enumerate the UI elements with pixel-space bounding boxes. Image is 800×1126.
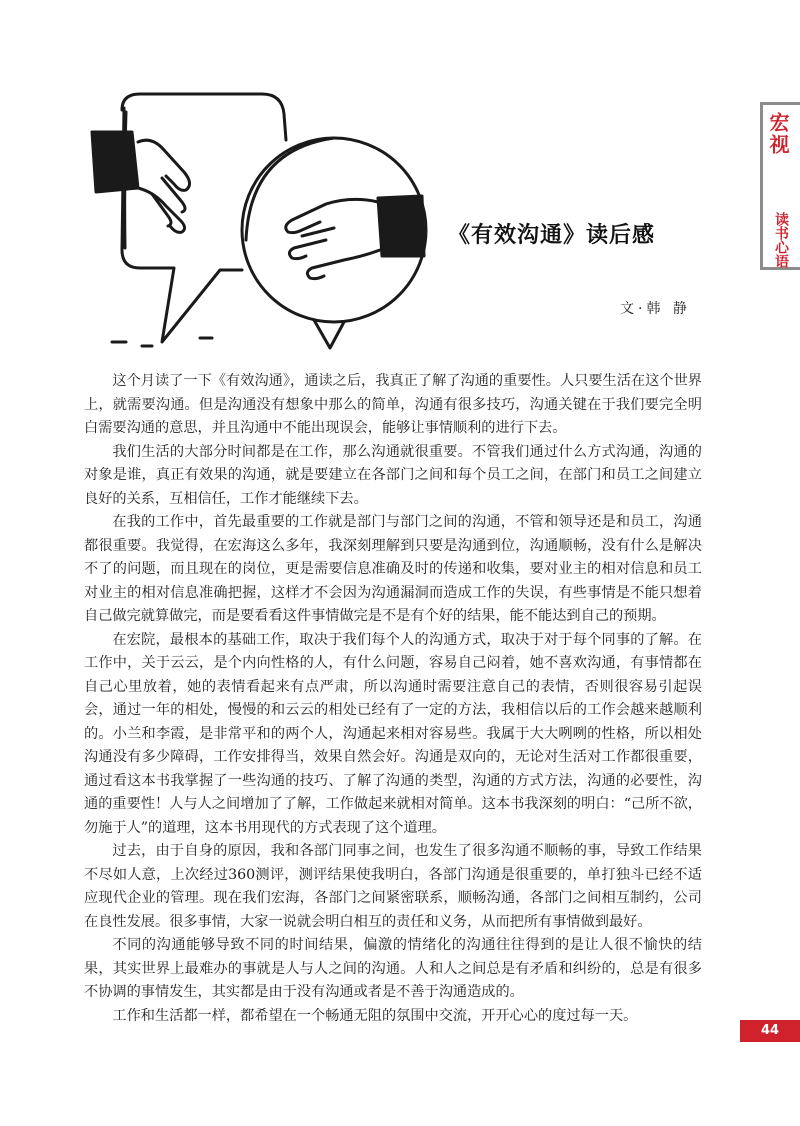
section-sublabel: 读书心语	[773, 212, 789, 268]
speech-bubbles-illustration	[82, 80, 432, 360]
paragraph: 我们生活的大部分时间都是在工作，那么沟通就很重要。不管我们通过什么方式沟通，沟通的对象是谁，真正有效果的沟通，就是要建立在各部门之间和每个员工之间，在部门和员工之间建立良好的关系，互相信任，工作才能继续下去。	[84, 443, 702, 507]
paragraph: 这个月读了一下《有效沟通》，通读之后，我真正了解了沟通的重要性。人只要生活在这个世界上，就需要沟通。但是沟通没有想象中那么的简单，沟通有很多技巧，沟通关键在于我们要完全明白需要沟通的意思，并且沟通中不能出现误会，能够让事情顺利的进行下去。	[84, 373, 702, 436]
article-title: 《有效沟通》读后感	[448, 222, 656, 248]
article-body	[84, 370, 702, 1028]
paragraph: 过去，由于自身的原因，我和各部门同事之间，也发生了很多沟通不顺畅的事，导致工作结果不尽如人意，上次经过360测评，测评结果使我明白，各部门沟通是很重要的，单打独斗已经不适应现代企业的管理。现在我们宏海，各部门之间紧密联系，顺畅沟通，各部门之间相互制约，公司在良性发展。很多事情，大家一说就会明白相互的责任和义务，从而把所有事情做到最好。	[84, 843, 702, 930]
paragraph: 不同的沟通能够导致不同的时间结果，偏激的情绪化的沟通往往得到的是让人很不愉快的结果，其实世界上最难办的事就是人与人之间的沟通。人和人之间总是有矛盾和纠纷的，总是有很多不协调的事情发生，其实都是由于没有沟通或者是不善于沟通造成的。	[84, 937, 702, 1000]
page-number: 44	[740, 1020, 800, 1042]
section-label: 宏视	[766, 112, 790, 156]
paragraph: 在宏院，最根本的基础工作，取决于我们每个人的沟通方式，取决于对于每个同事的了解。在工作中，关于云云，是个内向性格的人，有什么问题，容易自己闷着，她不喜欢沟通，有事情都在自己心里放着，她的表情看起来有点严肃，所以沟通时需要注意自己的表情，否则很容易引起误会，通过一年的相处，慢慢的和云云的相处已经有了一定的方法，我相信以后的工作会越来越顺利的。小兰和李霞，是非常平和的两个人，沟通起来相对容易些。我属于大大咧咧的性格，所以相处沟通没有多少障碍，工作安排得当，效果自然会好。沟通是双向的，无论对生活对工作都很重要，通过看这本书我掌握了一些沟通的技巧、了解了沟通的类型，沟通的方式方法，沟通的必要性，沟通的重要性！人与人之间增加了了解，工作做起来就相对简单。这本书我深刻的明白：“己所不欲，勿施于人”的道理，这本书用现代的方式表现了这个道理。	[84, 631, 702, 836]
paragraph: 工作和生活都一样，都希望在一个畅通无阻的氛围中交流，开开心心的度过每一天。	[112, 1007, 638, 1024]
article-author: 文·韩 静	[620, 301, 691, 317]
paragraph: 在我的工作中，首先最重要的工作就是部门与部门之间的沟通，不管和领导还是和员工，沟通都很重要。我觉得，在宏海这么多年，我深刻理解到只要是沟通到位，沟通顺畅，没有什么是解决不了的问题，而且现在的岗位，更是需要信息准确及时的传递和收集，要对业主的相对信息和员工对业主的相对信息准确把握，这样才不会因为沟通漏洞而造成工作的失误，有些事情是不能只想着自己做完就算做完，而是要看看这件事情做完是不是有个好的结果，能不能达到自己的预期。	[84, 514, 702, 624]
